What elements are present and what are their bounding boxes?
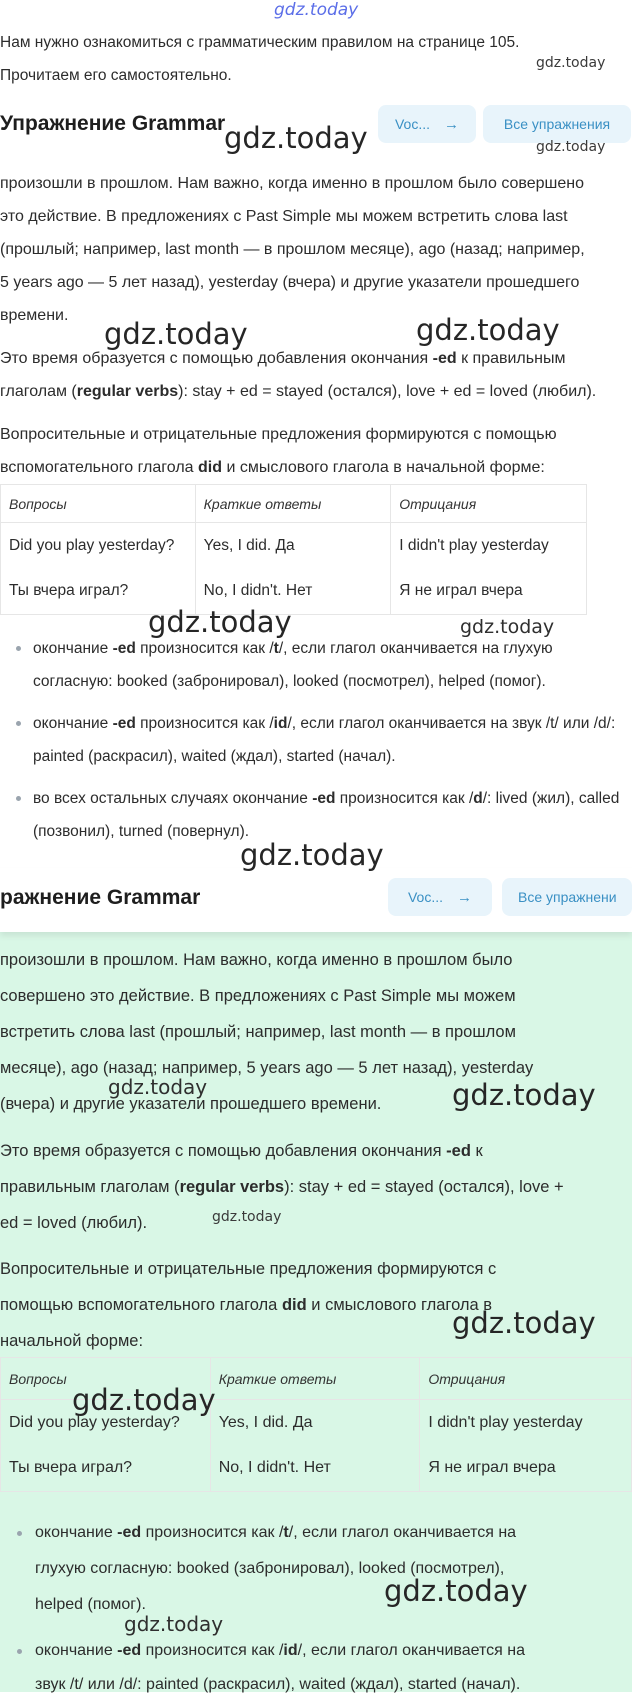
- bullet-icon: [16, 796, 21, 801]
- s1-questions-line-2: вспомогательного глагола did и смыслового глагола в начальной форме:: [0, 459, 545, 476]
- sticky-header: [0, 868, 632, 932]
- s1-line-2: это действие. В предложениях с Past Simple мы можем встретить слова last: [0, 208, 568, 225]
- s1-formation-line-1: Это время образуется с помощью добавления окончания -ed к правильным: [0, 350, 566, 367]
- bullet-icon: [16, 646, 21, 651]
- watermark: gdz.today: [224, 121, 368, 155]
- watermark: gdz.today: [452, 1306, 596, 1340]
- bullet-icon: [17, 1531, 22, 1536]
- arrow-right-icon: →: [457, 888, 473, 906]
- s2-questions-line-3: начальной форме:: [0, 1332, 144, 1350]
- s2-rule-2-line-2: звук /t/ или /d/: painted (раскрасил), waited (ждал), started (начал).: [35, 1676, 521, 1693]
- voc-button-label-2: Voc...: [407, 889, 444, 905]
- list-item: окончание -ed произносится как /id/, если глагол оканчивается на звук /t/ или /d/: painted (раскрасил), waited (ждал), started (начал).: [0, 707, 625, 773]
- s1-line-5: времени.: [0, 307, 69, 324]
- watermark: gdz.today: [460, 616, 555, 638]
- watermark: gdz.today: [452, 1078, 596, 1112]
- s2-formation-line-3: ed = loved (любил).: [0, 1214, 148, 1232]
- s2-formation-line-1: Это время образуется с помощью добавления окончания -ed к: [0, 1142, 483, 1160]
- s2-line-4: месяце), ago (назад; например, 5 years ago — 5 лет назад), yesterday: [0, 1059, 534, 1077]
- s2-formation-line-2: правильным глаголам (regular verbs): stay + ed = stayed (остался), love +: [0, 1178, 564, 1196]
- table-header-short-answers: Краткие ответы: [210, 1358, 420, 1400]
- table-row: Did you play yesterday? Yes, I did. Да I didn't play yesterday: [1, 1400, 632, 1446]
- s1-formation-line-2: глаголам (regular verbs): stay + ed = stayed (остался), love + ed = loved (любил).: [0, 383, 597, 400]
- voc-button[interactable]: [378, 105, 476, 143]
- all-exercises-label: Все упражнения: [503, 116, 611, 132]
- table-header-negations: Отрицания: [420, 1358, 632, 1400]
- s2-line-2: совершено это действие. В предложениях с Past Simple мы можем: [0, 987, 516, 1005]
- pronunciation-rules: [0, 632, 625, 848]
- exercise-title: Упражнение Grammar: [0, 112, 226, 135]
- s1-line-1: произошли в прошлом. Нам важно, когда именно в прошлом было совершено: [0, 175, 585, 192]
- table-header-negations: Отрицания: [391, 485, 587, 523]
- table-row: Ты вчера играл? No, I didn't. Нет Я не играл вчера: [1, 569, 587, 615]
- s2-rule-1-line-1: окончание -ed произносится как /t/, если глагол оканчивается на: [35, 1524, 517, 1541]
- watermark: gdz.today: [416, 313, 560, 347]
- s1-line-3: (прошлый; например, last month — в прошлом месяце), ago (назад; например,: [0, 241, 585, 258]
- watermark: gdz.today: [108, 1075, 208, 1099]
- watermark-top: gdz.today: [274, 0, 359, 20]
- watermark: gdz.today: [72, 1383, 216, 1417]
- watermark: gdz.today: [536, 55, 606, 71]
- s2-rule-1-line-2: глухую согласную: booked (забронировал), looked (посмотрел),: [35, 1560, 505, 1577]
- all-exercises-button[interactable]: [483, 105, 631, 143]
- table-header-short-answers: Краткие ответы: [195, 485, 391, 523]
- voc-button-label: Voc...: [394, 116, 431, 132]
- bullet-icon: [17, 1649, 22, 1654]
- grammar-table-2: [0, 1357, 632, 1492]
- s2-line-1: произошли в прошлом. Нам важно, когда именно в прошлом было: [0, 951, 513, 969]
- s2-rule-1-line-3: helped (помог).: [35, 1596, 146, 1613]
- all-exercises-button-2[interactable]: [502, 878, 632, 916]
- s2-questions-line-2: помощью вспомогательного глагола did и смыслового глагола в: [0, 1296, 493, 1314]
- table-header-questions: Вопросы: [1, 1358, 211, 1400]
- table-header-questions: Вопросы: [1, 485, 196, 523]
- watermark: gdz.today: [240, 838, 384, 872]
- watermark: gdz.today: [384, 1574, 528, 1608]
- bullet-icon: [16, 721, 21, 726]
- watermark: gdz.today: [124, 1612, 224, 1636]
- all-exercises-label-2: Все упражнени: [518, 889, 617, 905]
- s1-line-4: 5 years ago — 5 лет назад), yesterday (вчера) и другие указатели прошедшего: [0, 274, 580, 291]
- s2-questions-line-1: Вопросительные и отрицательные предложения формируются с: [0, 1260, 497, 1278]
- watermark: gdz.today: [212, 1209, 282, 1225]
- s2-rule-2-line-1: окончание -ed произносится как /id/, если глагол оканчивается на: [35, 1642, 525, 1659]
- watermark: gdz.today: [148, 605, 292, 639]
- exercise-title-2: ражнение Grammar: [0, 886, 201, 909]
- voc-button-2[interactable]: [388, 878, 492, 916]
- s1-questions-line-1: Вопросительные и отрицательные предложения формируются с помощью: [0, 426, 557, 443]
- list-item: окончание -ed произносится как /t/, если глагол оканчивается на глухую согласную: booked (забронировал), looked (посмотрел), helped (помог).: [0, 632, 625, 698]
- watermark: gdz.today: [536, 139, 606, 155]
- intro-line-1: Нам нужно ознакомиться с грамматическим правилом на странице 105.: [0, 34, 520, 51]
- s2-line-5: (вчера) и другие указатели прошедшего времени.: [0, 1095, 382, 1113]
- arrow-right-icon: →: [444, 115, 460, 133]
- intro-line-2: Прочитаем его самостоятельно.: [0, 67, 232, 84]
- list-item: во всех остальных случаях окончание -ed произносится как /d/: lived (жил), called (позвонил), turned (повернул).: [0, 782, 625, 848]
- watermark: gdz.today: [104, 317, 248, 351]
- table-row: Ты вчера играл? No, I didn't. Нет Я не играл вчера: [1, 1446, 632, 1492]
- s2-line-3: встретить слова last (прошлый; например, last month — в прошлом: [0, 1023, 516, 1041]
- grammar-table: [0, 484, 587, 615]
- table-row: Did you play yesterday? Yes, I did. Да I didn't play yesterday: [1, 523, 587, 569]
